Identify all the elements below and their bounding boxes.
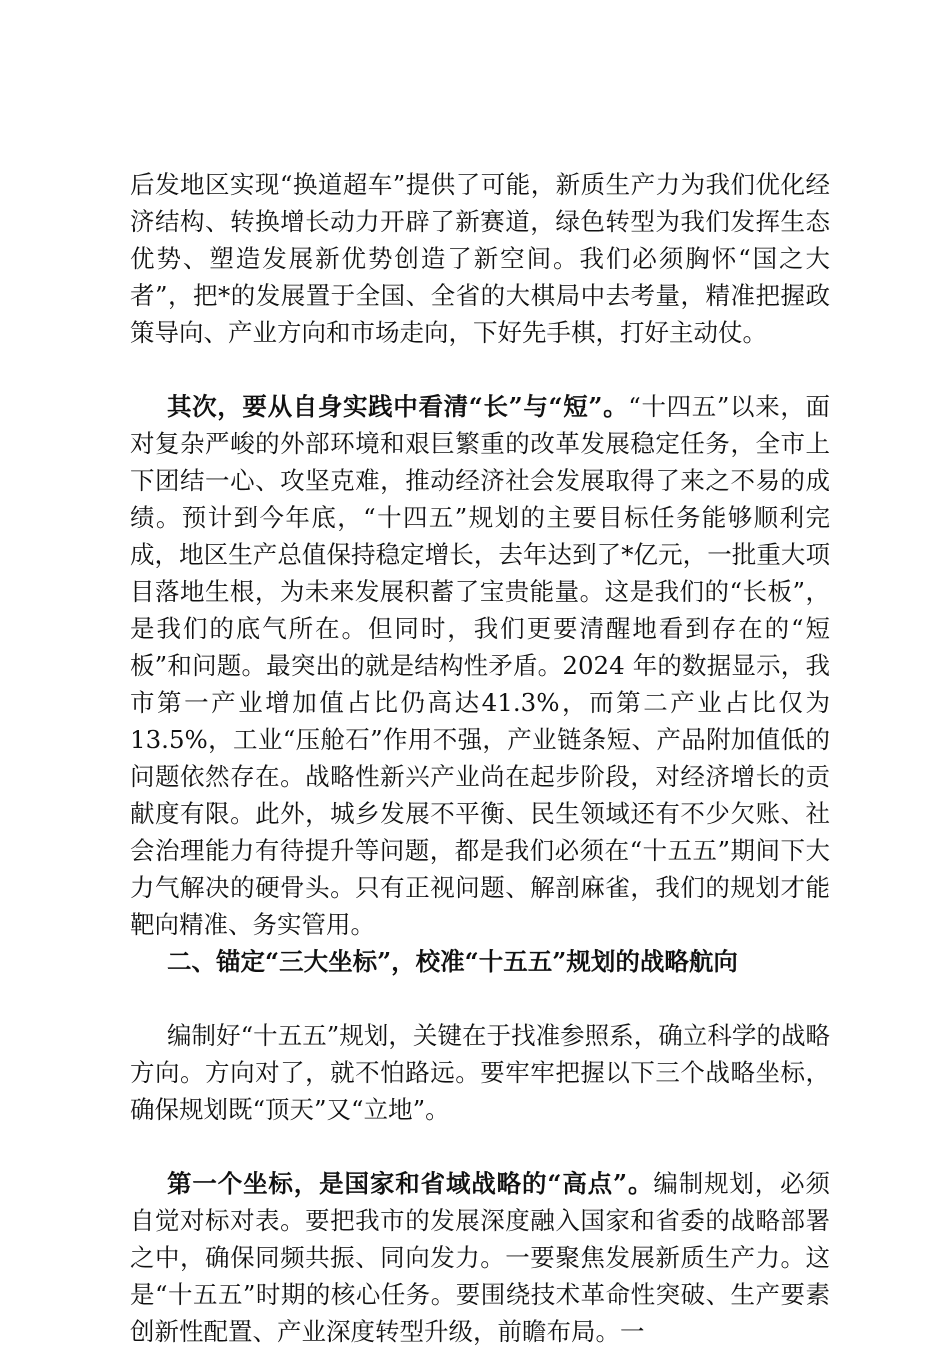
paragraph-intro	[130, 1017, 830, 1128]
paragraph-text: “十四五”以来，面对复杂严峻的外部环境和艰巨繁重的改革发展稳定任务，全市上下团结一心、攻坚克难，推动经济社会发展取得了来之不易的成绩。预计到今年底，“十四五”规划的主要目标任务能够顺利完成，地区生产总值保持稳定增长，去年达到了*亿元，一批重大项目落地生根，为未来发展积蓄了宝贵能量。这是我们的“长板”，是我们的底气所在。但同时，我们更要清醒地看到存在的“短板”和问题。最突出的就是结构性矛盾。2024 年的数据显示，我市第一产业增加值占比仍高达41.3%，而第二产业占比仅为 13.5%，工业“压舱石”作用不强，产业链条短、产品附加值低的问题依然存在。战略性新兴产业尚在起步阶段，对经济增长的贡献度有限。此外，城乡发展不平衡、民生领域还有不少欠账、社会治理能力有待提升等问题，都是我们必须在“十五五”期间下大力气解决的硬骨头。只有正视问题、解剖麻雀，我们的规划才能靶向精准、务实管用。	[130, 392, 830, 939]
section-heading: 二、锚定“三大坐标”，校准“十五五”规划的战略航向	[167, 947, 738, 976]
paragraph-strengths-weaknesses	[130, 388, 830, 943]
paragraph-text: 后发地区实现“换道超车”提供了可能，新质生产力为我们优化经济结构、转换增长动力开辟了新赛道，绿色转型为我们发挥生态优势、塑造发展新优势创造了新空间。我们必须胸怀“国之大者”，把*的发展置于全国、全省的大棋局中去考量，精准把握政策导向、产业方向和市场走向，下好先手棋，打好主动仗。	[130, 170, 830, 347]
paragraph-continuation	[130, 166, 830, 351]
paragraph-lead: 其次，要从自身实践中看清“长”与“短”。	[167, 392, 629, 421]
document-body	[130, 166, 830, 1350]
paragraph-text: 编制好“十五五”规划，关键在于找准参照系，确立科学的战略方向。方向对了，就不怕路远。要牢牢把握以下三个战略坐标，确保规划既“顶天”又“立地”。	[130, 1021, 830, 1124]
paragraph-first-coordinate	[130, 1165, 830, 1350]
paragraph-text: 编制规划，必须自觉对标对表。要把我市的发展深度融入国家和省委的战略部署之中，确保同频共振、同向发力。一要聚焦发展新质生产力。这是“十五五”时期的核心任务。要围绕技术革命性突破、生产要素创新性配置、产业深度转型升级，前瞻布局。一	[130, 1169, 831, 1346]
paragraph-lead: 第一个坐标，是国家和省域战略的“高点”。	[167, 1169, 654, 1198]
